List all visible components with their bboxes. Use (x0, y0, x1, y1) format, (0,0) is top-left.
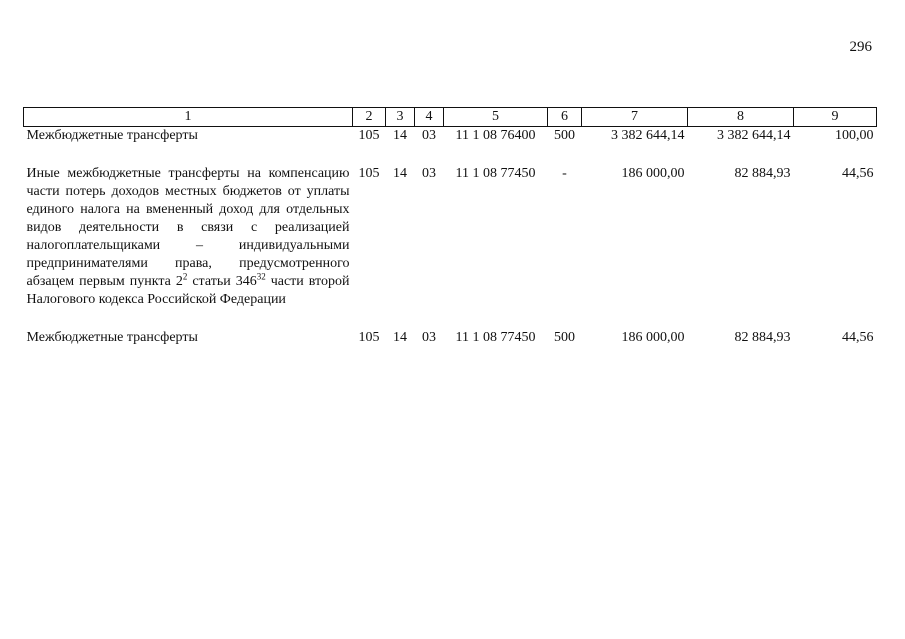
row-name: Иные межбюджетные трансферты на компенсацию части потерь доходов местных бюджетов от уплаты единого налога на вмененный доход для отдельных видов деятельности в связи с реализацией налогоплательщиками – индивидуальными предпринимателями права, предусмотренного абзацем первым пункта $2^2$ статьи $346^{32}$ части второй Налогового кодекса Российской Федерации (26, 166, 350, 307)
page-number: 296 (849, 39, 872, 55)
table-row (24, 329, 877, 347)
row-name: Межбюджетные трансферты (26, 128, 198, 143)
budget-table (23, 107, 877, 347)
row-spacer (24, 309, 877, 329)
row-percent: 100,00 (835, 128, 874, 143)
row-ministry-code: 105 (358, 166, 380, 181)
row-subsection-code: 03 (422, 330, 436, 345)
row-planned-amount: 3 382 644,14 (611, 128, 685, 143)
column-header: 5 (444, 108, 548, 127)
column-header: 2 (353, 108, 386, 127)
row-section-code: 14 (393, 128, 407, 143)
column-header: 3 (386, 108, 415, 127)
row-planned-amount: 186 000,00 (621, 330, 685, 345)
row-actual-amount: 3 382 644,14 (717, 128, 791, 143)
row-target-code: 11 1 08 76400 (455, 128, 536, 143)
table-row (24, 165, 877, 309)
row-actual-amount: 82 884,93 (734, 166, 791, 181)
row-expense-type: 500 (554, 128, 575, 143)
row-planned-amount: 186 000,00 (621, 166, 685, 181)
table-header-row (24, 108, 877, 127)
row-section-code: 14 (393, 330, 407, 345)
row-subsection-code: 03 (422, 166, 436, 181)
column-header: 4 (415, 108, 444, 127)
row-target-code: 11 1 08 77450 (455, 166, 536, 181)
row-percent: 44,56 (842, 330, 874, 345)
column-header: 8 (688, 108, 794, 127)
row-expense-type: 500 (554, 330, 575, 345)
row-section-code: 14 (393, 166, 407, 181)
row-percent: 44,56 (842, 166, 874, 181)
column-header: 9 (794, 108, 877, 127)
column-header: 6 (548, 108, 582, 127)
column-header: 7 (582, 108, 688, 127)
row-name: Межбюджетные трансферты (26, 330, 198, 345)
row-actual-amount: 82 884,93 (734, 330, 791, 345)
row-target-code: 11 1 08 77450 (455, 330, 536, 345)
column-header: 1 (24, 108, 353, 127)
table-row (24, 127, 877, 146)
row-ministry-code: 105 (358, 128, 380, 143)
row-spacer (24, 145, 877, 165)
row-subsection-code: 03 (422, 128, 436, 143)
row-ministry-code: 105 (358, 330, 380, 345)
row-expense-type: - (562, 166, 567, 181)
